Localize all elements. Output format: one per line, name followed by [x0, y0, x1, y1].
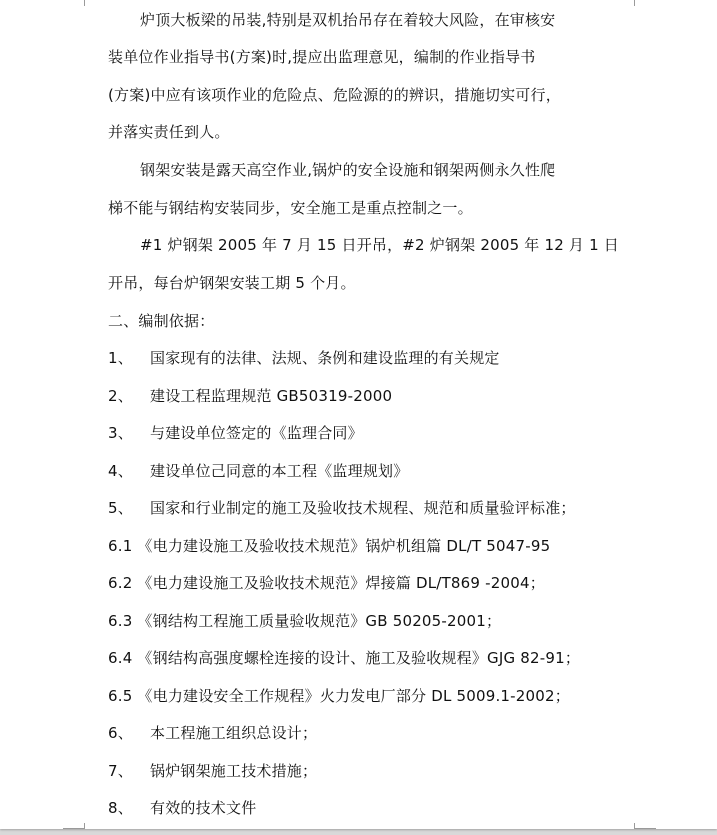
list-item-text: 国家现有的法律、法规、条例和建设监理的有关规定 [150, 349, 500, 367]
list-item-number: 8、 [108, 799, 133, 817]
list-item-text: 本工程施工组织总设计； [150, 724, 318, 742]
list-item [108, 423, 363, 443]
list-item [108, 386, 392, 406]
sub-list-item: 6.1 《电力建设施工及验收技术规范》锅炉机组篇 DL/T 5047-95 [108, 537, 551, 555]
list-item [108, 461, 408, 481]
list-item-number: 3、 [108, 424, 133, 442]
crop-mark-top-right [634, 0, 635, 6]
crop-mark-bottom-left-horizontal [63, 828, 85, 829]
crop-mark-bottom-right-horizontal [634, 828, 656, 829]
list-item-text: 锅炉钢架施工技术措施； [150, 762, 318, 780]
list-item-text: 国家和行业制定的施工及验收技术规程、规范和质量验评标准； [150, 499, 576, 517]
sub-list-item: 6.5 《电力建设安全工作规程》火力发电厂部分 DL 5009.1-2002； [108, 687, 570, 705]
list-item [108, 798, 256, 818]
paragraph-line: #1 炉钢架 2005 年 7 月 15 日开吊，#2 炉钢架 2005 年 12 月 1 日 [140, 236, 619, 254]
section-heading: 二、编制依据： [108, 312, 215, 330]
list-item-number: 1、 [108, 349, 133, 367]
list-item-text: 与建设单位签定的《监理合同》 [150, 424, 363, 442]
list-item-text: 建设单位己同意的本工程《监理规划》 [150, 462, 409, 480]
list-item [108, 498, 576, 518]
list-item [108, 348, 500, 368]
paragraph-line: 开吊，每台炉钢架安装工期 5 个月。 [108, 274, 356, 292]
crop-mark-top-left [84, 0, 85, 6]
list-item-number: 4、 [108, 462, 133, 480]
paragraph-line: 装单位作业指导书(方案)时,提应出监理意见，编制的作业指导书 [108, 48, 536, 66]
list-item [108, 723, 317, 743]
sub-list-item: 6.4 《钢结构高强度螺栓连接的设计、施工及验收规程》GJG 82-91； [108, 649, 581, 667]
list-item-number: 7、 [108, 762, 133, 780]
sub-list-item: 6.2 《电力建设施工及验收技术规范》焊接篇 DL/T869 -2004； [108, 574, 545, 592]
list-item-number: 5、 [108, 499, 133, 517]
list-item [108, 761, 317, 781]
list-item-number: 2、 [108, 387, 133, 405]
sub-list-item: 6.3 《钢结构工程施工质量验收规范》GB 50205-2001； [108, 612, 502, 630]
paragraph-line: 梯不能与钢结构安装同步，安全施工是重点控制之一。 [108, 199, 473, 217]
paragraph-line: (方案)中应有该项作业的危险点、危险源的的辨识，措施切实可行， [108, 86, 561, 104]
paragraph-line: 炉顶大板梁的吊装,特别是双机抬吊存在着较大风险，在审核安 [140, 11, 556, 29]
list-item-text: 建设工程监理规范 GB50319-2000 [150, 387, 393, 405]
list-item-number: 6、 [108, 724, 133, 742]
list-item-text: 有效的技术文件 [150, 799, 257, 817]
paragraph-line: 并落实责任到人。 [108, 123, 230, 141]
paragraph-line: 钢架安装是露天高空作业,锅炉的安全设施和钢架两侧永久性爬 [140, 161, 556, 179]
